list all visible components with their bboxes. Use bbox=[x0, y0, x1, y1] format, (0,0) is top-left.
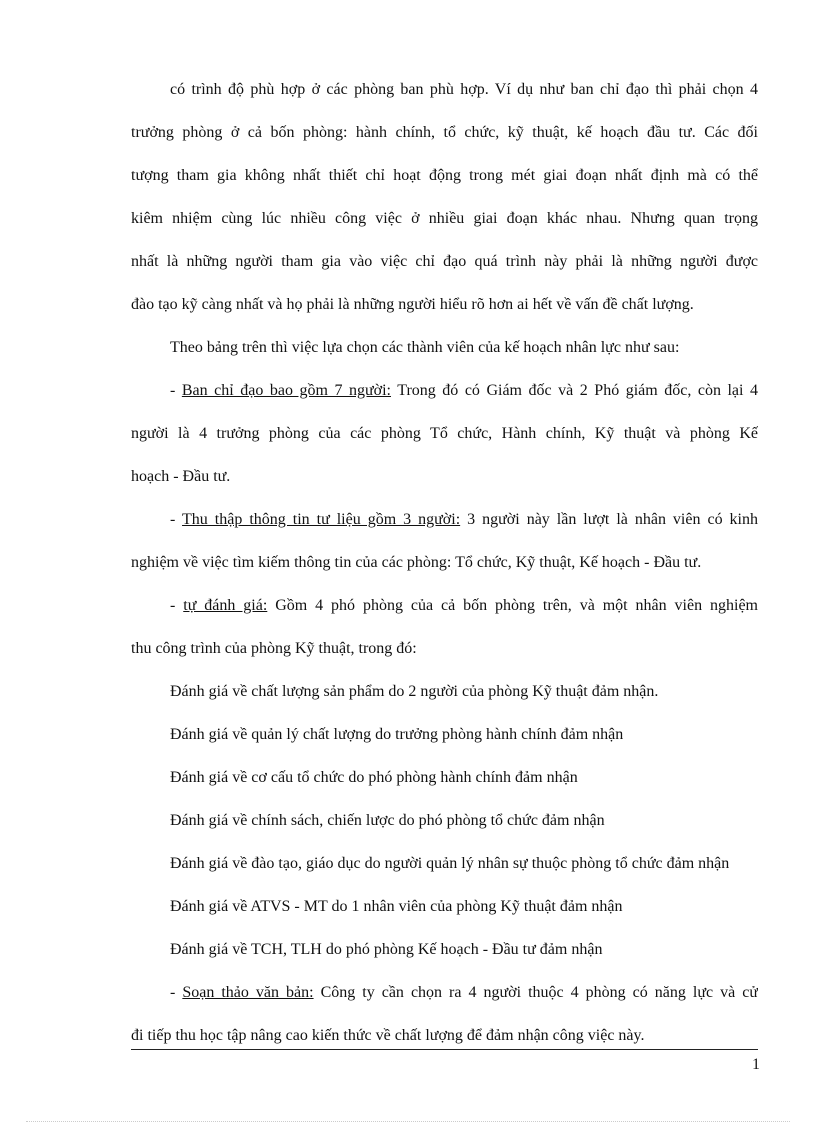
bullet-dash: - bbox=[170, 382, 182, 399]
paragraph-line: nhất là những người tham gia vào việc chỉ đạo quá trình này phải là những người được bbox=[131, 253, 758, 270]
section-heading-line bbox=[170, 982, 758, 1004]
paragraph-line: có trình độ phù hợp ở các phòng ban phù hợp. Ví dụ như ban chỉ đạo thì phải chọn 4 bbox=[170, 81, 758, 98]
paragraph-line: thu công trình của phòng Kỹ thuật, trong đó: bbox=[131, 640, 417, 657]
bullet-dash: - bbox=[170, 511, 183, 528]
page-break-line bbox=[26, 1121, 790, 1122]
paragraph-line: nghiệm về việc tìm kiếm thông tin của các phòng: Tổ chức, Kỹ thuật, Kế hoạch - Đầu tư. bbox=[131, 554, 702, 571]
section-heading-line bbox=[170, 509, 758, 531]
bullet-dash: - bbox=[170, 597, 184, 614]
list-item: Đánh giá về ATVS - MT do 1 nhân viên của phòng Kỹ thuật đảm nhận bbox=[170, 898, 623, 915]
section-heading-line bbox=[170, 595, 758, 617]
paragraph-line: người là 4 trưởng phòng của các phòng Tổ chức, Hành chính, Kỹ thuật và phòng Kế bbox=[131, 425, 758, 442]
section-heading-steering-committee: Ban chỉ đạo bao gồm 7 người: bbox=[181, 382, 391, 399]
list-item: Đánh giá về đào tạo, giáo dục do người quản lý nhân sự thuộc phòng tổ chức đảm nhận bbox=[170, 855, 730, 872]
paragraph-line: tượng tham gia không nhất thiết chỉ hoạt động trong mét giai đoạn nhất định mà có thể bbox=[131, 167, 758, 184]
page-number: 1 bbox=[752, 1056, 760, 1073]
footer-divider bbox=[131, 1049, 758, 1050]
section-heading-line bbox=[170, 380, 758, 402]
bullet-dash: - bbox=[170, 984, 183, 1001]
section-text: Trong đó có Giám đốc và 2 Phó giám đốc, còn lại 4 bbox=[391, 382, 758, 399]
paragraph-line: Theo bảng trên thì việc lựa chọn các thành viên của kế hoạch nhân lực như sau: bbox=[170, 339, 680, 356]
section-heading-self-assessment: tự đánh giá: bbox=[183, 597, 268, 614]
list-item: Đánh giá về quản lý chất lượng do trưởng phòng hành chính đảm nhận bbox=[170, 726, 624, 743]
paragraph-line: đi tiếp thu học tập nâng cao kiến thức về chất lượng để đảm nhận công việc này. bbox=[131, 1027, 645, 1044]
section-text: Gồm 4 phó phòng của cả bốn phòng trên, và một nhân viên nghiệm bbox=[267, 597, 758, 614]
section-heading-drafting: Soạn thảo văn bản: bbox=[182, 984, 314, 1001]
section-text: Công ty cần chọn ra 4 người thuộc 4 phòng có năng lực và cử bbox=[313, 984, 758, 1001]
paragraph-line: hoạch - Đầu tư. bbox=[131, 468, 231, 485]
section-heading-data-collection: Thu thập thông tin tư liệu gồm 3 người: bbox=[182, 511, 461, 528]
paragraph-line: đào tạo kỹ càng nhất và họ phải là những người hiểu rõ hơn ai hết về vấn đề chất lượng. bbox=[131, 296, 694, 313]
list-item: Đánh giá về TCH, TLH do phó phòng Kế hoạch - Đầu tư đảm nhận bbox=[170, 941, 603, 958]
paragraph-line: trưởng phòng ở cả bốn phòng: hành chính, tổ chức, kỹ thuật, kế hoạch đầu tư. Các đối bbox=[131, 124, 758, 141]
list-item: Đánh giá về cơ cấu tổ chức do phó phòng hành chính đảm nhận bbox=[170, 769, 578, 786]
list-item: Đánh giá về chính sách, chiến lược do phó phòng tổ chức đảm nhận bbox=[170, 812, 605, 829]
paragraph-line: kiêm nhiệm cùng lúc nhiều công việc ở nhiều giai đoạn khác nhau. Nhưng quan trọng bbox=[131, 210, 758, 227]
list-item: Đánh giá về chất lượng sản phẩm do 2 người của phòng Kỹ thuật đảm nhận. bbox=[170, 683, 659, 700]
section-text: 3 người này lần lượt là nhân viên có kinh bbox=[460, 511, 758, 528]
